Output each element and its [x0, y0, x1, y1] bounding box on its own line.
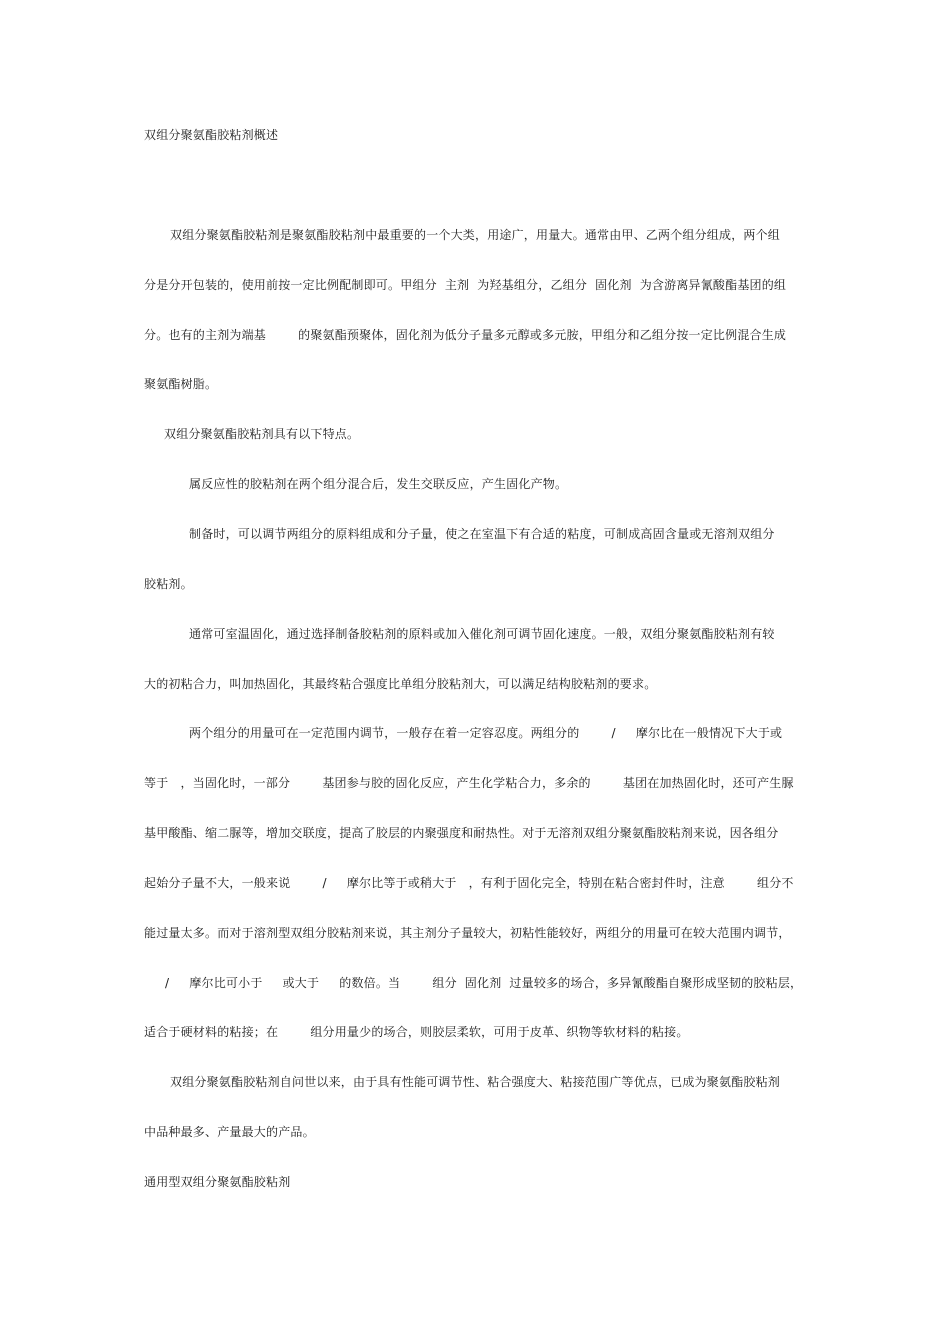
paragraph-line: / 摩尔比可小于 或大于 的数倍。当 组分 固化剂 过量较多的场合，多异氰酸酯自聚形成坚韧的胶粘层， [165, 976, 803, 990]
paragraph-line: 双组分聚氨酯胶粘剂具有以下特点。 [164, 427, 360, 441]
paragraph-line: 大的初粘合力，叫加热固化，其最终粘合强度比单组分胶粘剂大，可以满足结构胶粘剂的要求。 [144, 677, 657, 691]
paragraph-line: 起始分子量不大，一般来说 / 摩尔比等于或稍大于 ，有利于固化完全，特别在粘合密封件时，注意 组分不 [144, 876, 794, 890]
paragraph-line: 基甲酸酯、缩二脲等，增加交联度，提高了胶层的内聚强度和耐热性。对于无溶剂双组分聚氨酯胶粘剂来说，因各组分 [144, 826, 779, 840]
paragraph-line: 分。也有的主剂为端基 的聚氨酯预聚体，固化剂为低分子量多元醇或多元胺，甲组分和乙组分按一定比例混合生成 [144, 328, 787, 342]
paragraph-line: 能过量太多。而对于溶剂型双组分胶粘剂来说，其主剂分子量较大，初粘性能较好，两组分的用量可在较大范围内调节， [144, 926, 791, 940]
paragraph-line: 通常可室温固化，通过选择制备胶粘剂的原料或加入催化剂可调节固化速度。一般，双组分聚氨酯胶粘剂有较 [189, 627, 775, 641]
paragraph-line: 制备时，可以调节两组分的原料组成和分子量，使之在室温下有合适的粘度，可制成高固含量或无溶剂双组分 [189, 527, 775, 541]
paragraph-line: 属反应性的胶粘剂在两个组分混合后，发生交联反应，产生固化产物。 [189, 477, 568, 491]
paragraph-line: 两个组分的用量可在一定范围内调节，一般存在着一定容忍度。两组分的 / 摩尔比在一般情况下大于或 [189, 726, 783, 740]
paragraph-line: 中品种最多、产量最大的产品。 [144, 1125, 315, 1139]
paragraph-line: 双组分聚氨酯胶粘剂是聚氨酯胶粘剂中最重要的一个大类，用途广，用量大。通常由甲、乙两个组分组成，两个组 [170, 228, 781, 242]
paragraph-line: 胶粘剂。 [144, 577, 193, 591]
paragraph-line: 分是分开包装的，使用前按一定比例配制即可。甲组分 主剂 为羟基组分，乙组分 固化剂 为含游离异氰酸酯基团的组 [144, 278, 787, 292]
paragraph-line: 聚氨酯树脂。 [144, 377, 218, 391]
section-heading: 通用型双组分聚氨酯胶粘剂 [144, 1175, 291, 1189]
paragraph-line: 等于 ，当固化时，一部分 基团参与胶的固化反应，产生化学粘合力，多余的 基团在加热固化时，还可产生脲 [144, 776, 794, 790]
paragraph-line: 适合于硬材料的粘接；在 组分用量少的场合，则胶层柔软，可用于皮革、织物等软材料的粘接。 [144, 1025, 689, 1039]
document-title: 双组分聚氨酯胶粘剂概述 [144, 128, 279, 142]
paragraph-line: 双组分聚氨酯胶粘剂自问世以来，由于具有性能可调节性、粘合强度大、粘接范围广等优点，已成为聚氨酯胶粘剂 [170, 1075, 781, 1089]
